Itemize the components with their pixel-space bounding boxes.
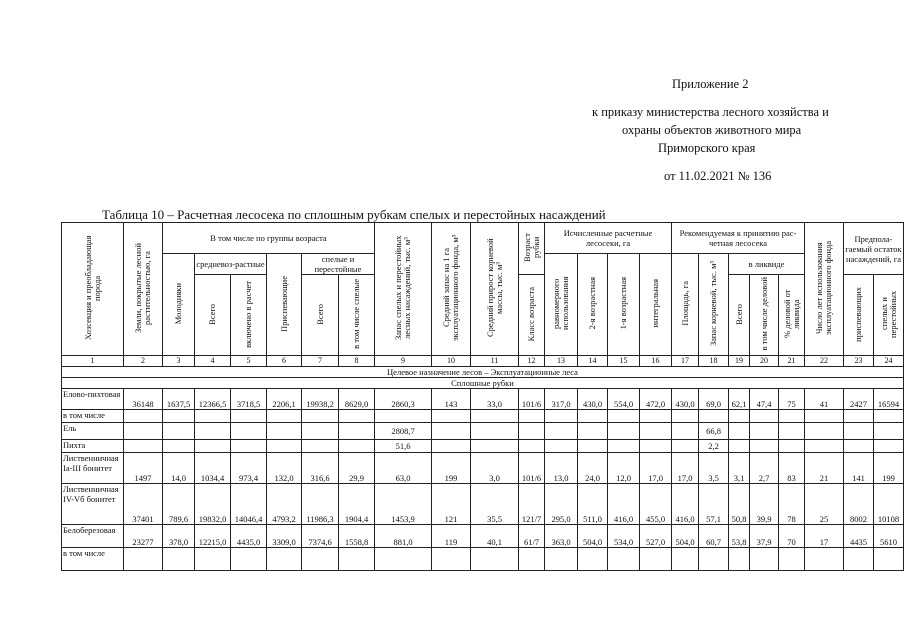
table-cell: 66,8 xyxy=(699,423,729,440)
header-calculated-cuts: Исчисленные расчетные лесосеки, га xyxy=(545,223,672,254)
table-cell xyxy=(844,410,874,423)
table-cell xyxy=(267,423,302,440)
table-cell: 39,9 xyxy=(750,484,779,525)
column-number: 12 xyxy=(519,356,545,367)
table-title: Таблица 10 – Расчетная лесосека по сплошным рубкам спелых и перестойных насаждений xyxy=(102,207,606,222)
table-row xyxy=(62,440,904,453)
header-years-use: Число лет использования эксплуатационного фонда xyxy=(805,223,844,356)
table-cell: 57,1 xyxy=(699,484,729,525)
table-row xyxy=(62,525,904,548)
table-cell xyxy=(640,440,672,453)
table-cell: 363,0 xyxy=(545,525,578,548)
table-cell: 2808,7 xyxy=(375,423,432,440)
column-number: 18 xyxy=(699,356,729,367)
table-cell: 63,0 xyxy=(375,453,432,484)
table-cell xyxy=(874,410,904,423)
table-cell xyxy=(545,548,578,571)
column-number: 10 xyxy=(432,356,471,367)
table-cell: 83 xyxy=(779,453,805,484)
table-cell: 36148 xyxy=(124,389,163,410)
table-cell: 21 xyxy=(805,453,844,484)
table-cell xyxy=(545,440,578,453)
table-cell: 8002 xyxy=(844,484,874,525)
table-cell xyxy=(163,440,195,453)
table-row xyxy=(62,484,904,525)
table-cell xyxy=(432,440,471,453)
table-cell: 16594 xyxy=(874,389,904,410)
table-row xyxy=(62,423,904,440)
table-cell xyxy=(519,410,545,423)
table-cell xyxy=(124,440,163,453)
table-cell: 141 xyxy=(844,453,874,484)
column-number-row xyxy=(62,356,904,367)
row-label: в том числе xyxy=(62,548,124,571)
table-cell: 60,7 xyxy=(699,525,729,548)
column-number: 23 xyxy=(844,356,874,367)
table-cell xyxy=(699,548,729,571)
table-cell: 4435 xyxy=(844,525,874,548)
column-number: 4 xyxy=(195,356,231,367)
table-cell: 10108 xyxy=(874,484,904,525)
table-cell xyxy=(302,440,339,453)
table-cell xyxy=(805,410,844,423)
table-cell xyxy=(608,548,640,571)
table-cell xyxy=(805,548,844,571)
table-cell: 316,6 xyxy=(302,453,339,484)
table-cell: 3718,5 xyxy=(231,389,267,410)
header-even-use: равномерного использования xyxy=(545,254,578,356)
header-ripe-incl: в том числе спелые xyxy=(339,275,375,356)
header-business-percent: % деловой от ликвида xyxy=(779,275,805,356)
table-cell xyxy=(163,548,195,571)
table-cell xyxy=(231,440,267,453)
table-cell: 2860,3 xyxy=(375,389,432,410)
table-cell xyxy=(578,548,608,571)
table-cell xyxy=(124,423,163,440)
table-cell: 430,0 xyxy=(578,389,608,410)
header-cutting-age: Возраст рубки xyxy=(519,223,545,275)
header-liquid-total: Всего xyxy=(729,275,750,356)
table-cell xyxy=(339,548,375,571)
column-number: 20 xyxy=(750,356,779,367)
table-cell: 554,0 xyxy=(608,389,640,410)
header-area: Площадь, га xyxy=(672,254,699,356)
table-cell: 5610 xyxy=(874,525,904,548)
table-cell: 19938,2 xyxy=(302,389,339,410)
table-cell: 455,0 xyxy=(640,484,672,525)
header-avg-growth: Средний прирост корневой массы, тыс. м³ xyxy=(471,223,519,356)
table-cell xyxy=(672,410,699,423)
table-cell: 199 xyxy=(874,453,904,484)
table-cell: 143 xyxy=(432,389,471,410)
table-cell: 17 xyxy=(805,525,844,548)
table-cell: 62,1 xyxy=(729,389,750,410)
table-cell xyxy=(729,410,750,423)
table-cell: 35,5 xyxy=(471,484,519,525)
table-cell: 416,0 xyxy=(672,484,699,525)
table-cell xyxy=(874,440,904,453)
table-cell xyxy=(805,423,844,440)
table-cell xyxy=(302,548,339,571)
table-cell: 881,0 xyxy=(375,525,432,548)
table-row xyxy=(62,389,904,410)
table-cell xyxy=(844,423,874,440)
table-cell xyxy=(432,548,471,571)
table-cell: 317,0 xyxy=(545,389,578,410)
table-cell: 973,4 xyxy=(231,453,267,484)
column-number: 17 xyxy=(672,356,699,367)
column-number: 16 xyxy=(640,356,672,367)
table-cell: 11986,3 xyxy=(302,484,339,525)
table-cell: 41 xyxy=(805,389,844,410)
column-number: 19 xyxy=(729,356,750,367)
table-cell: 430,0 xyxy=(672,389,699,410)
table-cell: 13,0 xyxy=(545,453,578,484)
table-cell xyxy=(779,440,805,453)
table-cell: 19832,0 xyxy=(195,484,231,525)
column-number: 5 xyxy=(231,356,267,367)
table-cell xyxy=(750,440,779,453)
appendix-region-line: Приморского края xyxy=(658,141,756,155)
table-cell xyxy=(231,423,267,440)
column-number: 9 xyxy=(375,356,432,367)
table-cell: 37401 xyxy=(124,484,163,525)
table-cell xyxy=(339,423,375,440)
table-cell xyxy=(267,410,302,423)
header-ripe-total: Всего xyxy=(302,275,339,356)
header-section-species: Хозсекция и преобладающая порода xyxy=(62,223,124,356)
table-cell: 51,6 xyxy=(375,440,432,453)
header-liquid: в ликвиде xyxy=(729,254,805,275)
table-cell xyxy=(195,440,231,453)
row-label: Лиственничная Ia-III бонитет xyxy=(62,453,124,484)
table-cell xyxy=(195,423,231,440)
table-cell: 69,0 xyxy=(699,389,729,410)
table-cell xyxy=(640,548,672,571)
table-cell: 1904,4 xyxy=(339,484,375,525)
table-cell xyxy=(608,440,640,453)
table-cell xyxy=(672,548,699,571)
table-cell: 2,7 xyxy=(750,453,779,484)
table-cell xyxy=(729,423,750,440)
header-root-stock: Запас корневой, тыс. м³ xyxy=(699,254,729,356)
table-cell xyxy=(231,410,267,423)
table-cell: 4435,0 xyxy=(231,525,267,548)
table-cell: 3,5 xyxy=(699,453,729,484)
table-cell: 29,9 xyxy=(339,453,375,484)
row-label: Пихта xyxy=(62,440,124,453)
table-cell xyxy=(874,548,904,571)
table-cell: 17,0 xyxy=(672,453,699,484)
table-cell xyxy=(163,410,195,423)
column-number: 22 xyxy=(805,356,844,367)
table-cell xyxy=(267,548,302,571)
header-avg-stock: Средний запас на 1 га эксплуатационного фонда, м³ xyxy=(432,223,471,356)
table-row xyxy=(62,548,904,571)
table-cell: 121/7 xyxy=(519,484,545,525)
table-cell: 12215,0 xyxy=(195,525,231,548)
table-cell xyxy=(805,440,844,453)
header-remaining: Предпола-гаемый остаток насаждений, га xyxy=(844,223,904,275)
table-cell: 119 xyxy=(432,525,471,548)
table-cell xyxy=(578,423,608,440)
header-mid-included: включено в расчет xyxy=(231,275,267,356)
table-cell xyxy=(339,410,375,423)
table-cell xyxy=(578,440,608,453)
table-cell xyxy=(578,410,608,423)
table-cell: 4793,2 xyxy=(267,484,302,525)
header-forest-land: Земли, покрытые лесной растительностью, га xyxy=(124,223,163,356)
header-remain-ripe: спелых и перестойных xyxy=(874,275,904,356)
table-cell: 199 xyxy=(432,453,471,484)
column-number: 6 xyxy=(267,356,302,367)
column-number: 2 xyxy=(124,356,163,367)
table-cell: 295,0 xyxy=(545,484,578,525)
header-liquid-business: в том числе деловой xyxy=(750,275,779,356)
table-cell: 132,0 xyxy=(267,453,302,484)
table-cell: 121 xyxy=(432,484,471,525)
table-cell: 378,0 xyxy=(163,525,195,548)
header-ripe-stock: Запас спелых и перестойных лесных насаждений, тыс. м³ xyxy=(375,223,432,356)
table-cell xyxy=(545,423,578,440)
table-cell: 1034,4 xyxy=(195,453,231,484)
table-cell: 17,0 xyxy=(640,453,672,484)
header-second-age: 2-я возрастная xyxy=(578,254,608,356)
table-cell xyxy=(519,548,545,571)
column-number: 15 xyxy=(608,356,640,367)
table-cell: 504,0 xyxy=(578,525,608,548)
table-cell: 504,0 xyxy=(672,525,699,548)
table-cell xyxy=(844,440,874,453)
row-label: Белоберезовая xyxy=(62,525,124,548)
header-row-1 xyxy=(62,223,904,254)
table-cell xyxy=(672,423,699,440)
header-age-class: Класс возраста xyxy=(519,275,545,356)
table-cell xyxy=(779,548,805,571)
table-cell: 1497 xyxy=(124,453,163,484)
table-cell: 70 xyxy=(779,525,805,548)
table-cell: 53,8 xyxy=(729,525,750,548)
table-cell: 40,1 xyxy=(471,525,519,548)
table-cell: 61/7 xyxy=(519,525,545,548)
column-number: 7 xyxy=(302,356,339,367)
header-integral: интегральная xyxy=(640,254,672,356)
table-cell: 789,6 xyxy=(163,484,195,525)
table-cell: 1453,9 xyxy=(375,484,432,525)
table-cell xyxy=(750,410,779,423)
table-cell: 472,0 xyxy=(640,389,672,410)
table-cell: 1637,5 xyxy=(163,389,195,410)
table-cell xyxy=(779,423,805,440)
table-cell: 2427 xyxy=(844,389,874,410)
column-number: 11 xyxy=(471,356,519,367)
table-cell: 101/6 xyxy=(519,453,545,484)
table-cell xyxy=(608,423,640,440)
header-recommended-cut: Рекомендуемая к принятию рас-четная лесосека xyxy=(672,223,805,254)
table-cell: 3,0 xyxy=(471,453,519,484)
header-ripe: спелые и перестойные xyxy=(302,254,375,275)
table-cell: 416,0 xyxy=(608,484,640,525)
table-cell: 47,4 xyxy=(750,389,779,410)
table-cell xyxy=(163,423,195,440)
column-number: 21 xyxy=(779,356,805,367)
table-cell xyxy=(844,548,874,571)
appendix-date-line: от 11.02.2021 № 136 xyxy=(664,169,772,183)
header-mid-total: Всего xyxy=(195,275,231,356)
table-cell: 527,0 xyxy=(640,525,672,548)
table-cell xyxy=(608,410,640,423)
table-cell xyxy=(432,410,471,423)
table-cell: 101/6 xyxy=(519,389,545,410)
table-cell xyxy=(339,440,375,453)
section-purpose: Целевое назначение лесов – Эксплуатационные леса xyxy=(62,367,904,378)
table-cell: 3,1 xyxy=(729,453,750,484)
row-label: Лиственничная IV-Vб бонитет xyxy=(62,484,124,525)
header-remain-premature: приспевающих xyxy=(844,275,874,356)
table-cell xyxy=(471,410,519,423)
table-cell xyxy=(545,410,578,423)
table-cell xyxy=(874,423,904,440)
table-cell xyxy=(640,423,672,440)
table-cell xyxy=(432,423,471,440)
table-cell: 14,0 xyxy=(163,453,195,484)
appendix-title: Приложение 2 xyxy=(672,77,749,91)
header-middle-aged: средневоз-растные xyxy=(195,254,267,275)
table-cell xyxy=(267,440,302,453)
table-cell xyxy=(124,548,163,571)
table-cell xyxy=(375,548,432,571)
section-clear-cut: Сплошные рубки xyxy=(62,378,904,389)
section-row-purpose xyxy=(62,367,904,378)
table-cell: 534,0 xyxy=(608,525,640,548)
table-cell xyxy=(729,440,750,453)
table-cell xyxy=(519,423,545,440)
table-cell xyxy=(750,423,779,440)
row-label: в том числе xyxy=(62,410,124,423)
table-cell xyxy=(640,410,672,423)
table-cell: 33,0 xyxy=(471,389,519,410)
table-cell xyxy=(471,548,519,571)
row-label: Елово-пихтовая xyxy=(62,389,124,410)
table-cell xyxy=(471,440,519,453)
table-row xyxy=(62,453,904,484)
table-cell: 25 xyxy=(805,484,844,525)
appendix-ministry-line: охраны объектов животного мира xyxy=(622,123,802,137)
table-cell xyxy=(750,548,779,571)
table-cell: 2206,1 xyxy=(267,389,302,410)
header-first-age: 1-я возрастная xyxy=(608,254,640,356)
table-cell xyxy=(779,410,805,423)
header-premature: Приспевающие xyxy=(267,254,302,356)
column-number: 14 xyxy=(578,356,608,367)
table-row xyxy=(62,410,904,423)
table-cell xyxy=(231,548,267,571)
table-cell xyxy=(375,410,432,423)
column-number: 24 xyxy=(874,356,904,367)
column-number: 13 xyxy=(545,356,578,367)
section-row-clear-cut xyxy=(62,378,904,389)
table-cell xyxy=(519,440,545,453)
column-number: 1 xyxy=(62,356,124,367)
table-cell: 2,2 xyxy=(699,440,729,453)
table-cell xyxy=(195,548,231,571)
table-cell xyxy=(699,410,729,423)
header-young: Молодняки xyxy=(163,254,195,356)
table-cell: 24,0 xyxy=(578,453,608,484)
table-cell: 75 xyxy=(779,389,805,410)
table-cell: 8629,0 xyxy=(339,389,375,410)
table-cell xyxy=(672,440,699,453)
table-cell xyxy=(729,548,750,571)
table-cell xyxy=(302,410,339,423)
column-number: 3 xyxy=(163,356,195,367)
table-cell: 23277 xyxy=(124,525,163,548)
table-cell xyxy=(195,410,231,423)
table-cell xyxy=(124,410,163,423)
table-cell: 7374,6 xyxy=(302,525,339,548)
row-label: Ель xyxy=(62,423,124,440)
table-cell: 12,0 xyxy=(608,453,640,484)
appendix-order-line: к приказу министерства лесного хозяйства и xyxy=(592,105,829,119)
table-cell: 78 xyxy=(779,484,805,525)
table-cell: 37,9 xyxy=(750,525,779,548)
allowable-cut-table xyxy=(61,222,904,571)
table-cell: 12366,5 xyxy=(195,389,231,410)
table-cell: 50,8 xyxy=(729,484,750,525)
table-cell: 511,0 xyxy=(578,484,608,525)
table-cell: 3309,0 xyxy=(267,525,302,548)
table-cell: 14046,4 xyxy=(231,484,267,525)
header-age-groups: В том числе по группы возраста xyxy=(163,223,375,254)
table-cell: 1558,8 xyxy=(339,525,375,548)
column-number: 8 xyxy=(339,356,375,367)
table-cell xyxy=(302,423,339,440)
table-cell xyxy=(471,423,519,440)
